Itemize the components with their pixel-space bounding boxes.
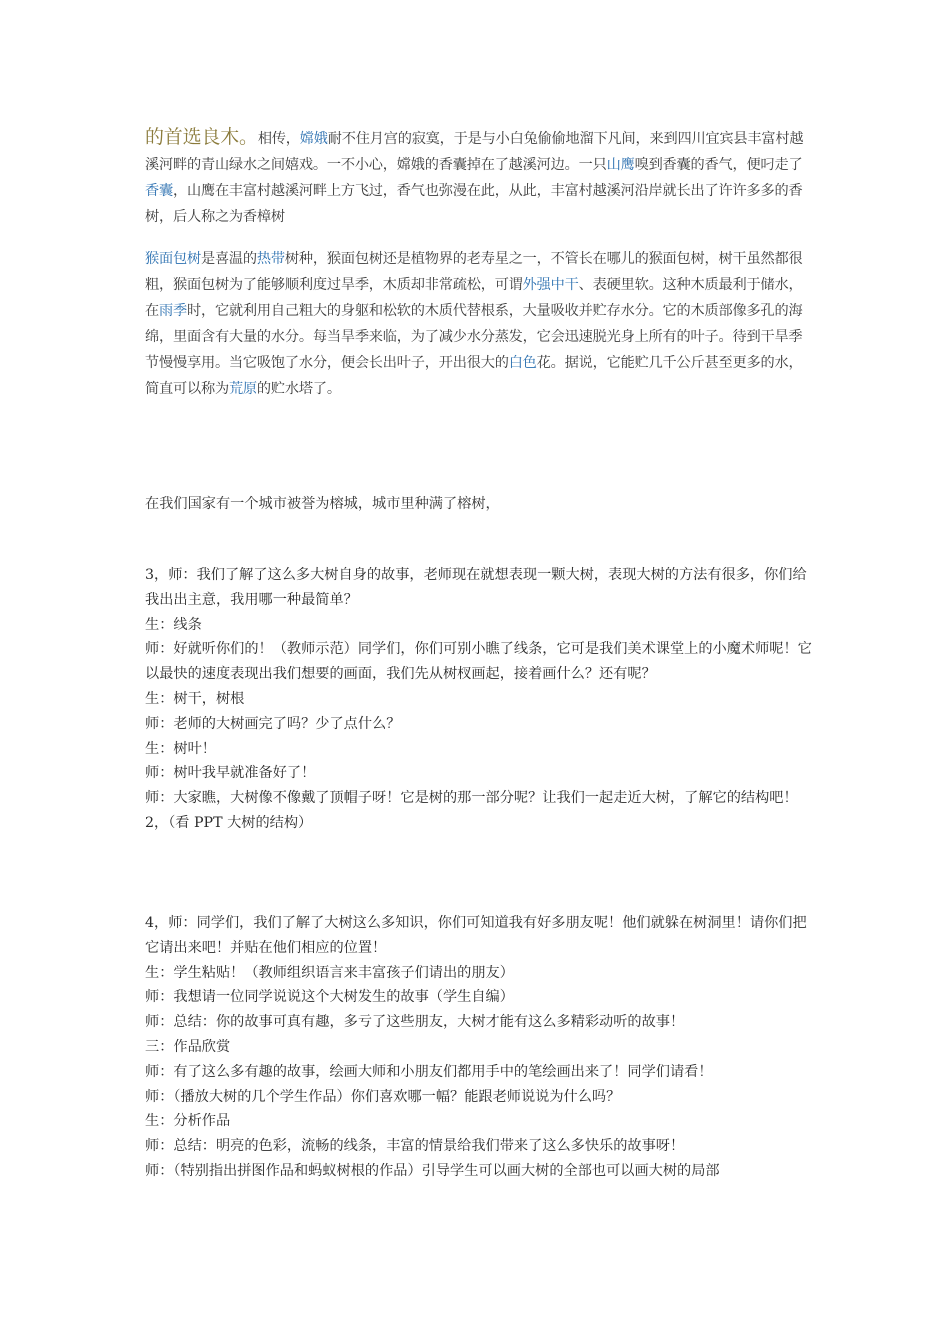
dialog-line: 生：树干，树根 (145, 690, 245, 707)
text-run: ，山鹰在丰富村越溪河畔上方飞过，香气也弥漫在此，从此，丰富村越溪河沿岸就长出了许许多多的香树，后人称之为香樟树 (145, 183, 803, 225)
paragraph-banyan-city: 在我们国家有一个城市被誉为榕城，城市里种满了榕树， (145, 496, 500, 512)
link-rainy-season[interactable]: 雨季 (159, 303, 187, 319)
dialog-line: 生：树叶！ (145, 740, 216, 757)
dialog-line: 2，（看 PPT 大树的结构） (145, 814, 313, 831)
text-run: 、表硬里软。这种木质最利于储水，在 (145, 277, 803, 319)
dialog-line: 师：好就听你们的！（教师示范）同学们，你们可别小瞧了线条，它可是我们美术课堂上的小魔术师呢！它以最快的速度表现出我们想要的画面，我们先从树杈画起，接着画什么？还有呢？ (145, 641, 812, 683)
link-eagle[interactable]: 山鹰 (606, 157, 635, 173)
text-run: 的贮水塔了。 (256, 381, 341, 397)
dialog-line: 师：大家瞧，大树像不像戴了顶帽子呀！它是树的那一部分呢？让我们一起走近大树，了解它的结构吧！ (145, 790, 798, 807)
dialog-line: 3，师：我们了解了这么多大树自身的故事，老师现在就想表现一颗大树，表现大树的方法有很多，你们给我出出主意，我用哪一种最简单？ (145, 567, 807, 608)
dialog-line: 生：分析作品 (145, 1113, 231, 1130)
text-run: 嗅到香囊的香气，便叼走了 (634, 157, 803, 173)
dialog-line: 生：线条 (145, 616, 202, 633)
text-run: 花。据说，它能贮几千公斤甚至更多的水，简直可以称为 (145, 355, 803, 397)
dialog-line: 4，师：同学们，我们了解了大树这么多知识，你们可知道我有好多朋友呢！他们就躲在树洞里！请你们把它请出来吧！并贴在他们相应的位置！ (145, 915, 807, 956)
paragraph-camphor-legend (145, 124, 815, 230)
link-wasteland[interactable]: 荒原 (228, 381, 257, 397)
text-run: 耐不住月宫的寂寞，于是与小白兔偷偷地溜下凡间，来到四川宜宾县丰富村越溪河畔的青山绿水之间嬉戏。一不小心，嫦娥的香囊掉在了越溪河边。一只 (145, 131, 804, 173)
text-run: 相传， (257, 131, 300, 147)
text-run: 树种，猴面包树还是植物界的老寿星之一，不管长在哪儿的猴面包树，树干虽然都很粗，猴面包树为了能够顺利度过旱季，木质却非常疏松，可谓 (145, 251, 803, 293)
link-idiom[interactable]: 外强中干 (522, 277, 579, 293)
link-baobab[interactable]: 猴面包树 (145, 251, 201, 267)
link-tropics[interactable]: 热带 (256, 251, 285, 267)
link-change[interactable]: 嫦娥 (299, 131, 328, 147)
section-heading: 三：作品欣赏 (145, 1038, 231, 1055)
link-sachet[interactable]: 香囊 (145, 183, 173, 199)
dialog-line: 师：（特别指出拼图作品和蚂蚁树根的作品）引导学生可以画大树的全部也可以画大树的局部 (145, 1162, 720, 1179)
paragraph-baobab (145, 246, 815, 402)
dialog-line: 生：学生粘贴！（教师组织语言来丰富孩子们请出的朋友） (145, 964, 514, 981)
dialog-line: 师：总结：明亮的色彩，流畅的线条，丰富的情景给我们带来了这么多快乐的故事呀！ (145, 1138, 685, 1155)
heading-fragment: 的首选良木。 (145, 126, 258, 148)
dialog-block-1 (145, 563, 815, 836)
dialog-line: 师：总结：你的故事可真有趣，多亏了这些朋友，大树才能有这么多精彩动听的故事！ (145, 1014, 685, 1031)
text-run: 是喜温的 (200, 251, 257, 267)
dialog-line: 师：有了这么多有趣的故事，绘画大师和小朋友们都用手中的笔绘画出来了！同学们请看！ (145, 1063, 713, 1080)
dialog-line: 师：树叶我早就准备好了！ (145, 765, 316, 782)
dialog-line: 师：老师的大树画完了吗？少了点什么？ (145, 715, 401, 732)
dialog-line: 师：我想请一位同学说说这个大树发生的故事（学生自编） (145, 989, 514, 1006)
dialog-line: 师：（播放大树的几个学生作品）你们喜欢哪一幅？能跟老师说说为什么吗？ (145, 1088, 621, 1105)
text-run: 时，它就利用自己粗大的身躯和松软的木质代替根系，大量吸收并贮存水分。它的木质部像多孔的海绵，里面含有大量的水分。每当旱季来临，为了减少水分蒸发，它会迅速脱光身上所有的叶子。待到干旱季节慢慢享用。当它吸饱了水分，便会长出叶子，开出很大的 (145, 303, 803, 371)
dialog-block-2 (145, 911, 815, 1184)
link-white[interactable]: 白色 (508, 355, 537, 371)
